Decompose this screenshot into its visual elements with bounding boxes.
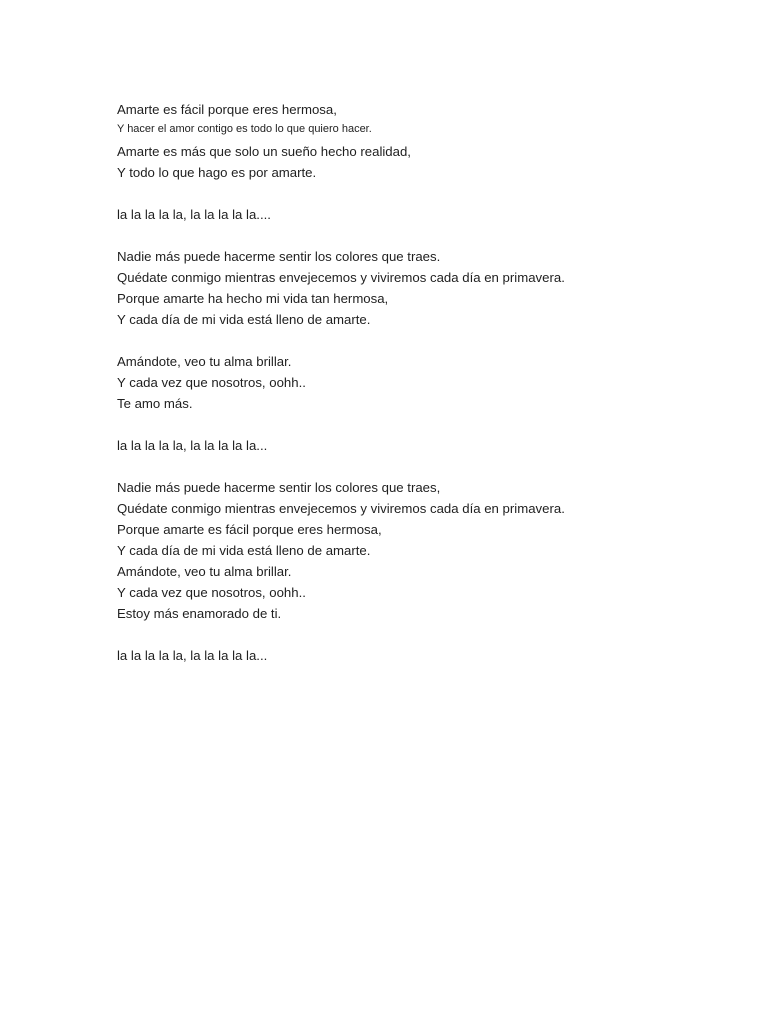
lyric-line: Porque amarte ha hecho mi vida tan hermosa, <box>117 291 389 306</box>
stanza <box>117 351 717 414</box>
lyric-line: Y cada día de mi vida está lleno de amarte. <box>117 312 371 327</box>
lyric-line: Y cada vez que nosotros, oohh.. <box>117 375 306 390</box>
lyric-line: Amarte es fácil porque eres hermosa, <box>117 102 337 117</box>
lyrics-body <box>117 99 717 666</box>
stanza-gap <box>117 456 717 477</box>
lyric-line: la la la la la, la la la la la.... <box>117 207 271 222</box>
lyric-line: Y todo lo que hago es por amarte. <box>117 165 317 180</box>
stanza <box>117 477 717 624</box>
stanza-gap <box>117 330 717 351</box>
lyric-line: Amándote, veo tu alma brillar. <box>117 354 292 369</box>
lyric-line: Nadie más puede hacerme sentir los colores que traes. <box>117 249 441 264</box>
stanza-gap <box>117 225 717 246</box>
lyric-line: Te amo más. <box>117 396 193 411</box>
lyric-line: Y hacer el amor contigo es todo lo que quiero hacer. <box>117 123 372 135</box>
lyric-line: Estoy más enamorado de ti. <box>117 606 282 621</box>
stanza <box>117 99 717 183</box>
lyric-line: la la la la la, la la la la la... <box>117 438 268 453</box>
stanza-gap <box>117 624 717 645</box>
stanza <box>117 204 717 225</box>
stanza-gap <box>117 414 717 435</box>
lyric-line: Amándote, veo tu alma brillar. <box>117 564 292 579</box>
stanza <box>117 435 717 456</box>
lyric-line: Quédate conmigo mientras envejecemos y viviremos cada día en primavera. <box>117 270 565 285</box>
lyric-line: la la la la la, la la la la la... <box>117 648 268 663</box>
lyric-line: Quédate conmigo mientras envejecemos y viviremos cada día en primavera. <box>117 501 565 516</box>
stanza <box>117 645 717 666</box>
lyric-line: Nadie más puede hacerme sentir los colores que traes, <box>117 480 441 495</box>
lyric-line: Amarte es más que solo un sueño hecho realidad, <box>117 144 411 159</box>
stanza <box>117 246 717 330</box>
lyric-line: Y cada vez que nosotros, oohh.. <box>117 585 306 600</box>
stanza-gap <box>117 183 717 204</box>
lyric-line: Y cada día de mi vida está lleno de amarte. <box>117 543 371 558</box>
lyric-line: Porque amarte es fácil porque eres hermosa, <box>117 522 382 537</box>
